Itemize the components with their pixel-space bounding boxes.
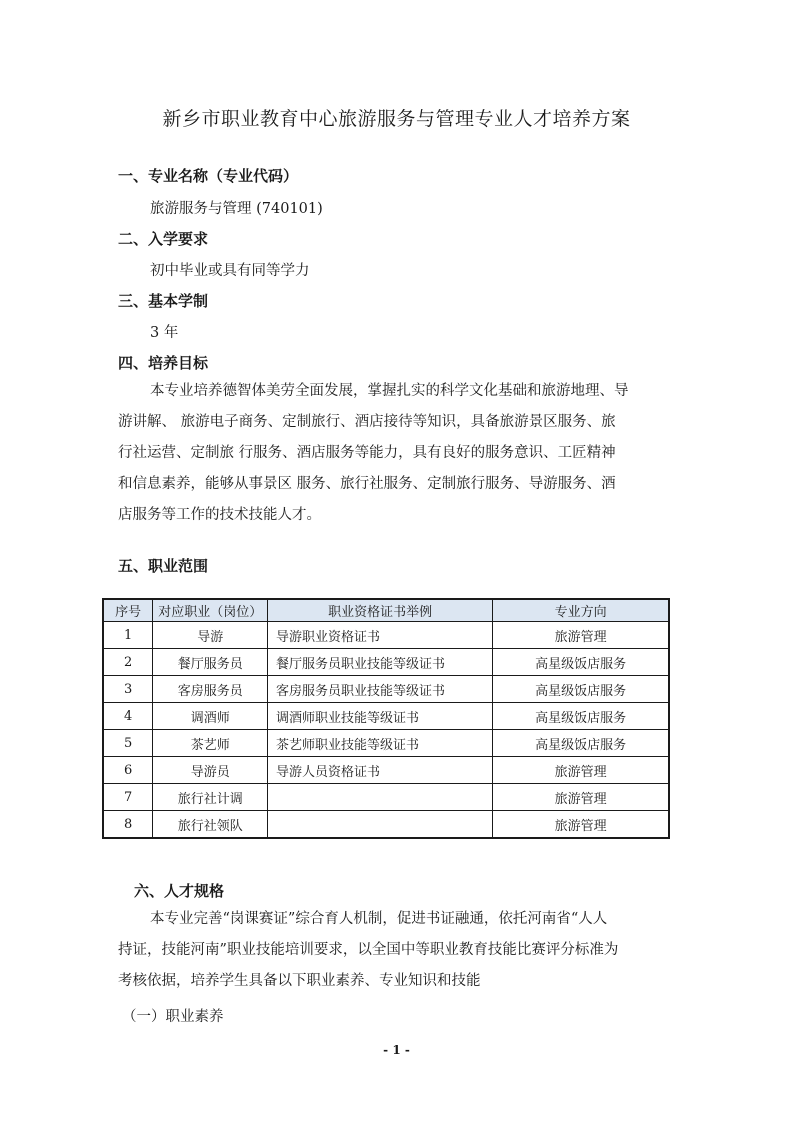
cell-index: 2 (103, 649, 153, 676)
paragraph-line: 游讲解、 旅游电子商务、定制旅行、酒店接待等知识，具备旅游景区服务、旅 (118, 414, 616, 430)
section-4-heading: 四、培养目标 (118, 354, 209, 372)
paragraph-line: 本专业完善“岗课赛证”综合育人机制，促进书证融通，依托河南省“人人 (150, 911, 608, 927)
section-3-heading: 三、基本学制 (118, 292, 209, 310)
subsection-heading: （一）职业素养 (122, 1009, 224, 1025)
cell-index: 1 (103, 622, 153, 649)
table-row (103, 811, 669, 839)
cell-direction: 高星级饭店服务 (493, 649, 669, 676)
cell-direction: 旅游管理 (493, 784, 669, 811)
cell-index: 5 (103, 730, 153, 757)
occupation-table (102, 598, 670, 839)
cell-direction: 高星级饭店服务 (493, 676, 669, 703)
section-1-heading: 一、专业名称（专业代码） (118, 167, 299, 185)
section-5-heading: 五、职业范围 (118, 557, 209, 575)
section-6-paragraph (118, 904, 678, 997)
table-row (103, 730, 669, 757)
cell-direction: 旅游管理 (493, 757, 669, 784)
section-1-text: 旅游服务与管理 (740101) (150, 201, 323, 217)
section-2-text: 初中毕业或具有同等学力 (150, 263, 310, 279)
cell-occupation: 旅行社领队 (153, 811, 268, 839)
paragraph-line: 和信息素养，能够从事景区 服务、旅行社服务、定制旅行服务、导游服务、酒 (118, 476, 616, 492)
cell-occupation: 调酒师 (153, 703, 268, 730)
section-6-heading: 六、人才规格 (134, 882, 225, 900)
paragraph-line: 考核依据，培养学生具备以下职业素养、专业知识和技能 (118, 973, 481, 989)
table-row (103, 703, 669, 730)
cell-index: 3 (103, 676, 153, 703)
cell-occupation: 茶艺师 (153, 730, 268, 757)
header-occupation: 对应职业（岗位） (153, 599, 268, 622)
cell-occupation: 客房服务员 (153, 676, 268, 703)
paragraph-line: 店服务等工作的技术技能人才。 (118, 507, 321, 523)
section-2-heading: 二、入学要求 (118, 230, 209, 248)
page-number: - 1 - (383, 1043, 410, 1057)
paragraph-line: 持证，技能河南”职业技能培训要求，以全国中等职业教育技能比赛评分标准为 (118, 942, 619, 958)
table-header-row (103, 599, 669, 622)
section-3-text: 3 年 (150, 325, 179, 341)
cell-direction: 旅游管理 (493, 622, 669, 649)
paragraph-line: 行社运营、定制旅 行服务、酒店服务等能力，具有良好的服务意识、工匠精神 (118, 445, 616, 461)
cell-direction: 旅游管理 (493, 811, 669, 839)
cell-certificate: 客房服务员职业技能等级证书 (268, 676, 493, 703)
cell-occupation: 旅行社计调 (153, 784, 268, 811)
header-direction: 专业方向 (493, 599, 669, 622)
cell-index: 4 (103, 703, 153, 730)
cell-direction: 高星级饭店服务 (493, 730, 669, 757)
cell-certificate: 调酒师职业技能等级证书 (268, 703, 493, 730)
header-certificate: 职业资格证书举例 (268, 599, 493, 622)
table-row (103, 676, 669, 703)
cell-certificate: 导游职业资格证书 (268, 622, 493, 649)
cell-occupation: 导游员 (153, 757, 268, 784)
header-index: 序号 (103, 599, 153, 622)
cell-certificate: 餐厅服务员职业技能等级证书 (268, 649, 493, 676)
table-row (103, 622, 669, 649)
cell-certificate (268, 784, 493, 811)
cell-index: 7 (103, 784, 153, 811)
cell-occupation: 餐厅服务员 (153, 649, 268, 676)
paragraph-line: 本专业培养德智体美劳全面发展，掌握扎实的科学文化基础和旅游地理、导 (150, 383, 629, 399)
document-title: 新乡市职业教育中心旅游服务与管理专业人才培养方案 (162, 108, 631, 130)
cell-direction: 高星级饭店服务 (493, 703, 669, 730)
cell-occupation: 导游 (153, 622, 268, 649)
table-row (103, 757, 669, 784)
cell-certificate (268, 811, 493, 839)
cell-index: 6 (103, 757, 153, 784)
cell-certificate: 导游人员资格证书 (268, 757, 493, 784)
cell-certificate: 茶艺师职业技能等级证书 (268, 730, 493, 757)
section-4-paragraph (118, 376, 678, 531)
table-row (103, 784, 669, 811)
table-row (103, 649, 669, 676)
cell-index: 8 (103, 811, 153, 839)
